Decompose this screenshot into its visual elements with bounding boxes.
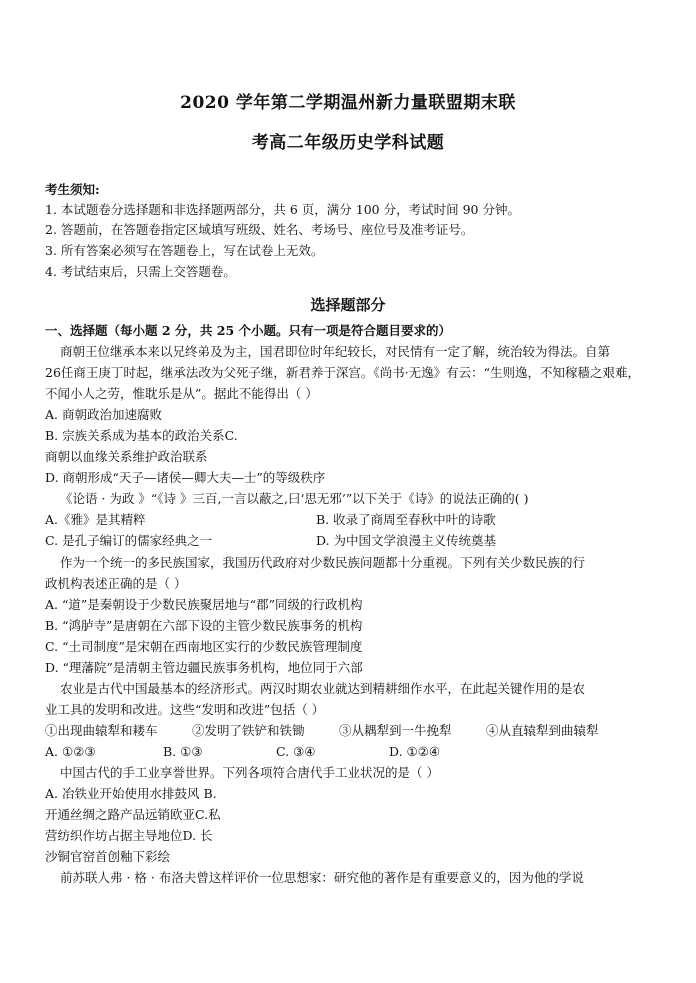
q2-option-c: C. 是孔子编订的儒家经典之一: [45, 533, 213, 548]
exam-title-line2: 考高二年级历史学科试题: [251, 133, 445, 153]
q4-item-2: ②发明了铁铲和铁锄: [192, 723, 305, 738]
q2-option-a: A.《雅》是其精粹: [45, 512, 146, 527]
q1-option-b: B. 宗族关系成为基本的政治关系C.: [45, 428, 238, 443]
q4-option-c: C. ③④: [276, 744, 316, 759]
q2-option-b: B. 收录了商周至春秋中叶的诗歌: [316, 512, 496, 527]
q3-option-c: C. “土司制度”是宋朝在西南地区实行的少数民族管理制度: [45, 639, 363, 654]
q3-option-b: B. “鸿胪寺”是唐朝在六部下设的主管少数民族事务的机构: [45, 618, 363, 633]
q4-stem-line1: 农业是古代中国最基本的经济形式。两汉时期农业就达到精耕细作水平，在此起关键作用的是农: [60, 681, 586, 696]
q6-stem-line1: 前苏联人弗 · 格 · 布洛夫曾这样评价一位思想家：研究他的著作是有重要意义的，因为他的学说: [60, 870, 584, 885]
section-subtitle: 一、选择题（每小题 2 分，共 25 个小题。只有一项是符合题目要求的）: [45, 323, 452, 338]
notice-item-4: 4. 考试结束后，只需上交答题卷。: [45, 264, 236, 279]
q1-option-d: D. 商朝形成“天子—诸侯—卿大夫—士”的等级秩序: [45, 470, 326, 485]
notice-item-1: 1. 本试题卷分选择题和非选择题两部分，共 6 页，满分 100 分，考试时间 90 分钟。: [45, 202, 520, 217]
q5-line-b: 开通丝绸之路产品远销欧亚C.私: [45, 807, 221, 822]
q1-option-a: A. 商朝政治加速腐败: [45, 407, 162, 422]
section-title: 选择题部分: [310, 296, 386, 314]
q1-stem-line2: 26任商王庚丁时起，继承法改为父死子继，新君养于深宫。《尚书·无逸》有云：“生则逸，不知稼穑之艰难，: [45, 365, 641, 380]
q1-stem-line1: 商朝王位继承本来以兄终弟及为主，国君即位时年纪较长，对民情有一定了解，统治较为得法。自第: [60, 344, 611, 359]
q4-stem-line2: 业工具的发明和改进。这些“发明和改进”包括（ ）: [45, 702, 325, 717]
q5-stem: 中国古代的手工业享誉世界。下列各项符合唐代手工业状况的是（ ）: [60, 765, 439, 780]
q3-option-d: D. “理藩院”是清朝主管边疆民族事务机构，地位同于六部: [45, 660, 363, 675]
q4-item-1: ①出现曲辕犁和耧车: [45, 723, 158, 738]
q5-line-d: 沙铜官窑首创釉下彩绘: [45, 849, 171, 864]
notice-item-3: 3. 所有答案必须写在答题卷上，写在试卷上无效。: [45, 243, 324, 258]
q3-stem-line2: 政机构表述正确的是（ ）: [45, 576, 187, 591]
q2-option-d: D. 为中国文学浪漫主义传统奠基: [316, 533, 497, 548]
q4-option-b: B. ①③: [163, 744, 203, 759]
exam-title-line1: 2020 学年第二学期温州新力量联盟期末联: [180, 93, 516, 113]
q4-item-3: ③从耦犁到一牛挽犁: [339, 723, 452, 738]
q3-stem-line1: 作为一个统一的多民族国家，我国历代政府对少数民族问题都十分重视。下列有关少数民族的行: [60, 555, 586, 570]
notice-item-2: 2. 答题前，在答题卷指定区域填写班级、姓名、考场号、座位号及准考证号。: [45, 222, 474, 237]
q4-item-4: ④从直辕犁到曲辕犁: [486, 723, 599, 738]
q2-stem: 《论语 · 为政 》“《诗 》三百,一言以蔽之,曰‘思无邪’”以下关于《诗》的说法正确的( ): [60, 491, 529, 506]
q4-option-a: A. ①②③: [45, 744, 96, 759]
q1-option-c: 商朝以血缘关系维护政治联系: [45, 449, 208, 464]
q4-option-d: D. ①②④: [389, 744, 441, 759]
q5-line-c: 营纺织作坊占据主导地位D. 长: [45, 828, 213, 843]
q3-option-a: A. “道”是秦朝设于少数民族聚居地与“郡”同级的行政机构: [45, 597, 363, 612]
notice-heading: 考生须知:: [45, 182, 100, 197]
q5-line-a: A. 冶铁业开始使用水排鼓风 B.: [45, 786, 217, 801]
q1-stem-line3: 不闻小人之劳，惟耽乐是从”。据此不能得出（ ）: [45, 386, 318, 401]
